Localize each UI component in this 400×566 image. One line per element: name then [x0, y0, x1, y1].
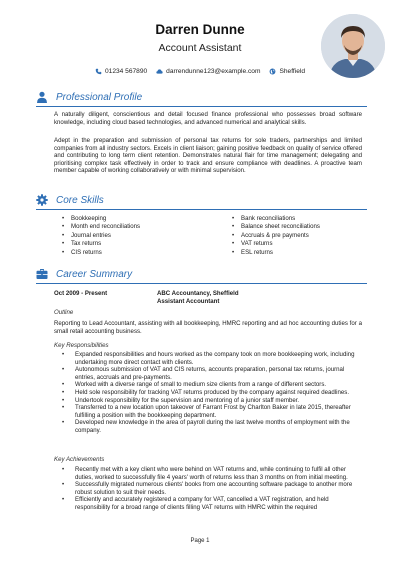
briefcase-icon: [36, 268, 48, 280]
skill-item: • Journal entries: [62, 232, 232, 240]
responsibilities-list: [62, 351, 362, 435]
skill-item: • CIS returns: [62, 249, 232, 257]
profile-paragraph-1: A naturally diligent, conscientious and detail focused finance professional who possesses broad software knowledge, including cloud based technologies, and advanced numerical and analytical skills.: [54, 111, 362, 126]
gear-icon: [36, 194, 48, 206]
achievements-list: [62, 466, 362, 512]
location-text: Sheffield: [279, 68, 306, 75]
profile-section-header: [36, 91, 366, 103]
list-item: • Efficiently and accurately registered a company for VAT, cancelled a VAT registration, and held responsibility for a broad range of clients filling VAT returns with HMRC within the required: [62, 496, 362, 511]
profile-paragraph-2: Adept in the preparation and submission of personal tax returns for sole traders, partnerships and limited companies from all industry sectors. Excels in client liaison; gaining positive feedback on quality of service offered and contributing to long term client retention. Demonstrates natural flair for time management; delegating and prioritising complex task effectively in order to track and ensure compliance with deadlines. A proactive team member capable of working collaboratively or with minimal supervision.: [54, 137, 362, 175]
skill-item: • Month end reconciliations: [62, 223, 232, 231]
cloud-icon: [156, 68, 163, 75]
skills-list: [62, 215, 362, 257]
skill-item: • Accruals & pre payments: [232, 232, 362, 240]
job-company: ABC Accountancy, Sheffield: [157, 290, 239, 297]
list-item: • Undertook responsibility for the supervision and mentoring of a junior staff member.: [62, 397, 362, 405]
skill-item: • Bookkeeping: [62, 215, 232, 223]
list-item: • Autonomous submission of VAT and CIS returns, accounts preparation, personal tax returns, journal entries, accruals and pre-payments.: [62, 366, 362, 381]
cv-header: [0, 0, 400, 88]
phone-text: 01234 567890: [104, 68, 148, 75]
skill-item: • Bank reconciliations: [232, 215, 362, 223]
page-number: Page 1: [190, 538, 210, 544]
globe-icon: [269, 68, 276, 75]
skill-item: • VAT returns: [232, 240, 362, 248]
responsibilities-label: Key Responsibilities: [54, 342, 109, 349]
job-dates: Oct 2009 - Present: [54, 290, 108, 297]
list-item: • Successfully migrated numerous clients' books from one accounting software package to another more robust solution to suit their needs.: [62, 481, 362, 496]
profile-photo-image: [321, 14, 385, 78]
profile-photo: [321, 14, 385, 78]
contact-phone: [95, 68, 147, 75]
outline-label: Outline: [54, 309, 74, 316]
contact-location: [269, 68, 305, 75]
email-text: darrendunne123@example.com: [166, 68, 261, 75]
list-item: • Transferred to a new location upon takeover of Farrant Frost by Charlton Baker in late 2015, thereafter fulfilling a position with the bookkeeping department.: [62, 404, 362, 419]
outline-text: Reporting to Lead Accountant, assisting with all bookkeeping, HMRC reporting and ad hoc accounting duties for a small retail accounting business.: [54, 320, 362, 335]
skill-item: • Tax returns: [62, 240, 232, 248]
list-item: • Developed new knowledge in the area of payroll during the last twelve months of employment with the company.: [62, 419, 362, 434]
profile-section-title: Professional Profile: [56, 91, 143, 103]
list-item: • Recently met with a key client who were behind on VAT returns and, while continuing to fulfil all other duties, worked to successfully file 4 years' worth of returns less than 3 months on from initial meeting.: [62, 466, 362, 481]
candidate-role: Account Assistant: [158, 42, 242, 54]
section-divider: [36, 283, 367, 284]
section-divider: [36, 106, 367, 107]
contact-email: [156, 68, 260, 75]
skill-item: • Balance sheet reconciliations: [232, 223, 362, 231]
section-divider: [36, 209, 367, 210]
list-item: • Held sole responsibility for tracking VAT returns produced by the company against required deadlines.: [62, 389, 362, 397]
skill-item: • ESL returns: [232, 249, 362, 257]
career-section-header: [36, 268, 366, 280]
skills-section-header: [36, 194, 366, 206]
list-item: • Worked with a diverse range of small to medium size clients from a range of different sectors.: [62, 381, 362, 389]
phone-icon: [95, 68, 102, 75]
job-title: Assistant Accountant: [157, 297, 220, 305]
person-icon: [36, 91, 48, 103]
skills-section-title: Core Skills: [56, 194, 104, 206]
list-item: • Expanded responsibilities and hours worked as the company took on more bookkeeping work, including undertaking more direct contact with clients.: [62, 351, 362, 366]
achievements-label: Key Achievements: [54, 456, 105, 463]
candidate-name: Darren Dunne: [155, 22, 245, 37]
career-section-title: Career Summary: [56, 268, 133, 280]
